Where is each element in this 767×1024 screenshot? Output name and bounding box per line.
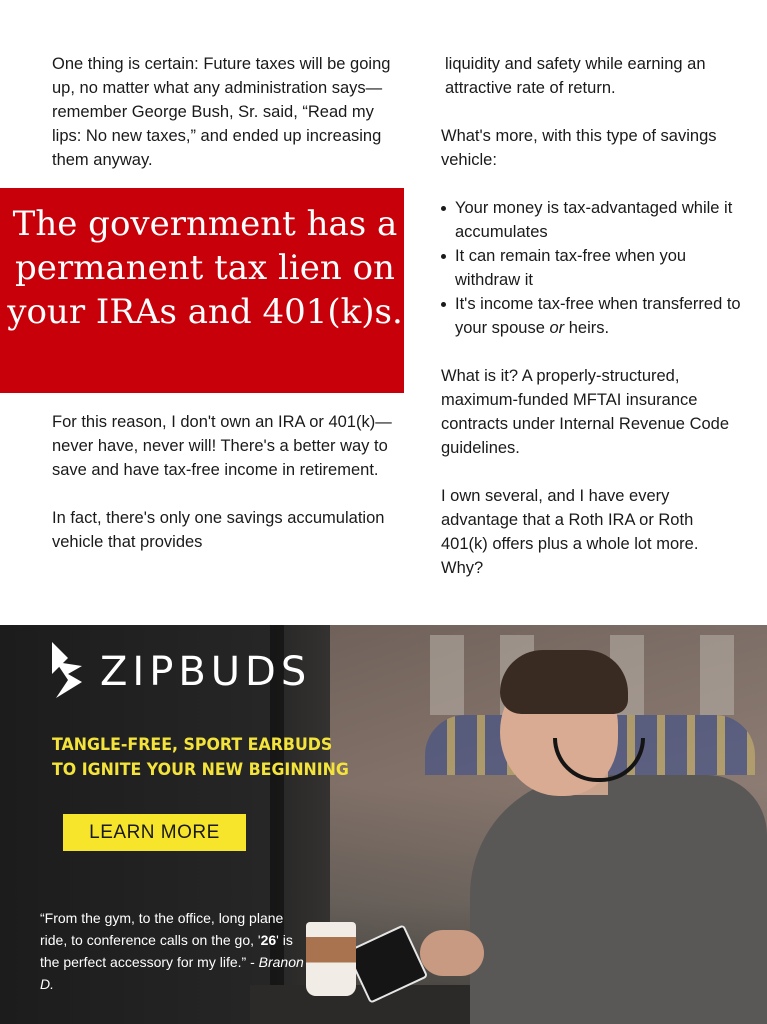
article-paragraph: One thing is certain: Future taxes will be going up, no matter what any administration says—remember George Bush, Sr. said, “Read my lips: No new taxes,” and ended up increasing them anyway. [52,55,391,169]
zipbuds-logo[interactable] [48,640,312,700]
emphasis-or: or [549,319,565,337]
ad-tagline-line: TO IGNITE YOUR NEW BEGINNING [52,760,349,780]
article-paragraph: What's more, with this type of savings vehicle: [441,127,717,169]
article-paragraph: What is it? A properly-structured, maximum-funded MFTAI insurance contracts under Internal Revenue Code guidelines. [441,367,730,457]
article-paragraph: liquidity and safety while earning an attractive rate of return. [445,55,706,97]
pull-quote-text: The government has a permanent tax lien on your IRAs and 401(k)s. [7,204,403,332]
article-paragraph: In fact, there's only one savings accumulation vehicle that provides [52,509,385,551]
brand-name: ZIPBUDS [100,649,312,695]
product-name: 26 [260,932,277,948]
zipbuds-logo-icon [48,640,88,700]
ad-tagline-line: TANGLE-FREE, SPORT EARBUDS [52,735,333,755]
ad-background-window [430,635,464,715]
ad-person-jacket [470,775,767,1024]
benefits-list [441,196,741,340]
ad-person-hair [500,650,628,714]
ad-person-hand [420,930,484,976]
pull-quote [0,188,404,393]
list-item: It's income tax-free when transferred to your spouse or heirs. [441,292,741,340]
testimonial-author: Branon D. [40,954,304,992]
ad-tagline [52,733,350,783]
learn-more-button[interactable]: LEARN MORE [63,814,246,851]
ad-background-window [700,635,734,715]
article-paragraph: I own several, and I have every advantage that a Roth IRA or Roth 401(k) offers plus a whole lot more. Why? [441,487,699,577]
article-right-column [441,52,741,580]
article-left-column-continued [52,410,397,554]
article-left-column [52,52,397,172]
coffee-cup [306,922,356,996]
customer-testimonial: “From the gym, to the office, long plane ride, to conference calls on the go, '26' is the perfect accessory for my life.” - Branon D. [40,910,304,992]
article-paragraph: For this reason, I don't own an IRA or 401(k)—never have, never will! There's a better way to save and have tax-free income in retirement. [52,413,392,479]
list-item: It can remain tax-free when you withdraw it [441,244,741,292]
list-item: Your money is tax-advantaged while it accumulates [441,196,741,244]
